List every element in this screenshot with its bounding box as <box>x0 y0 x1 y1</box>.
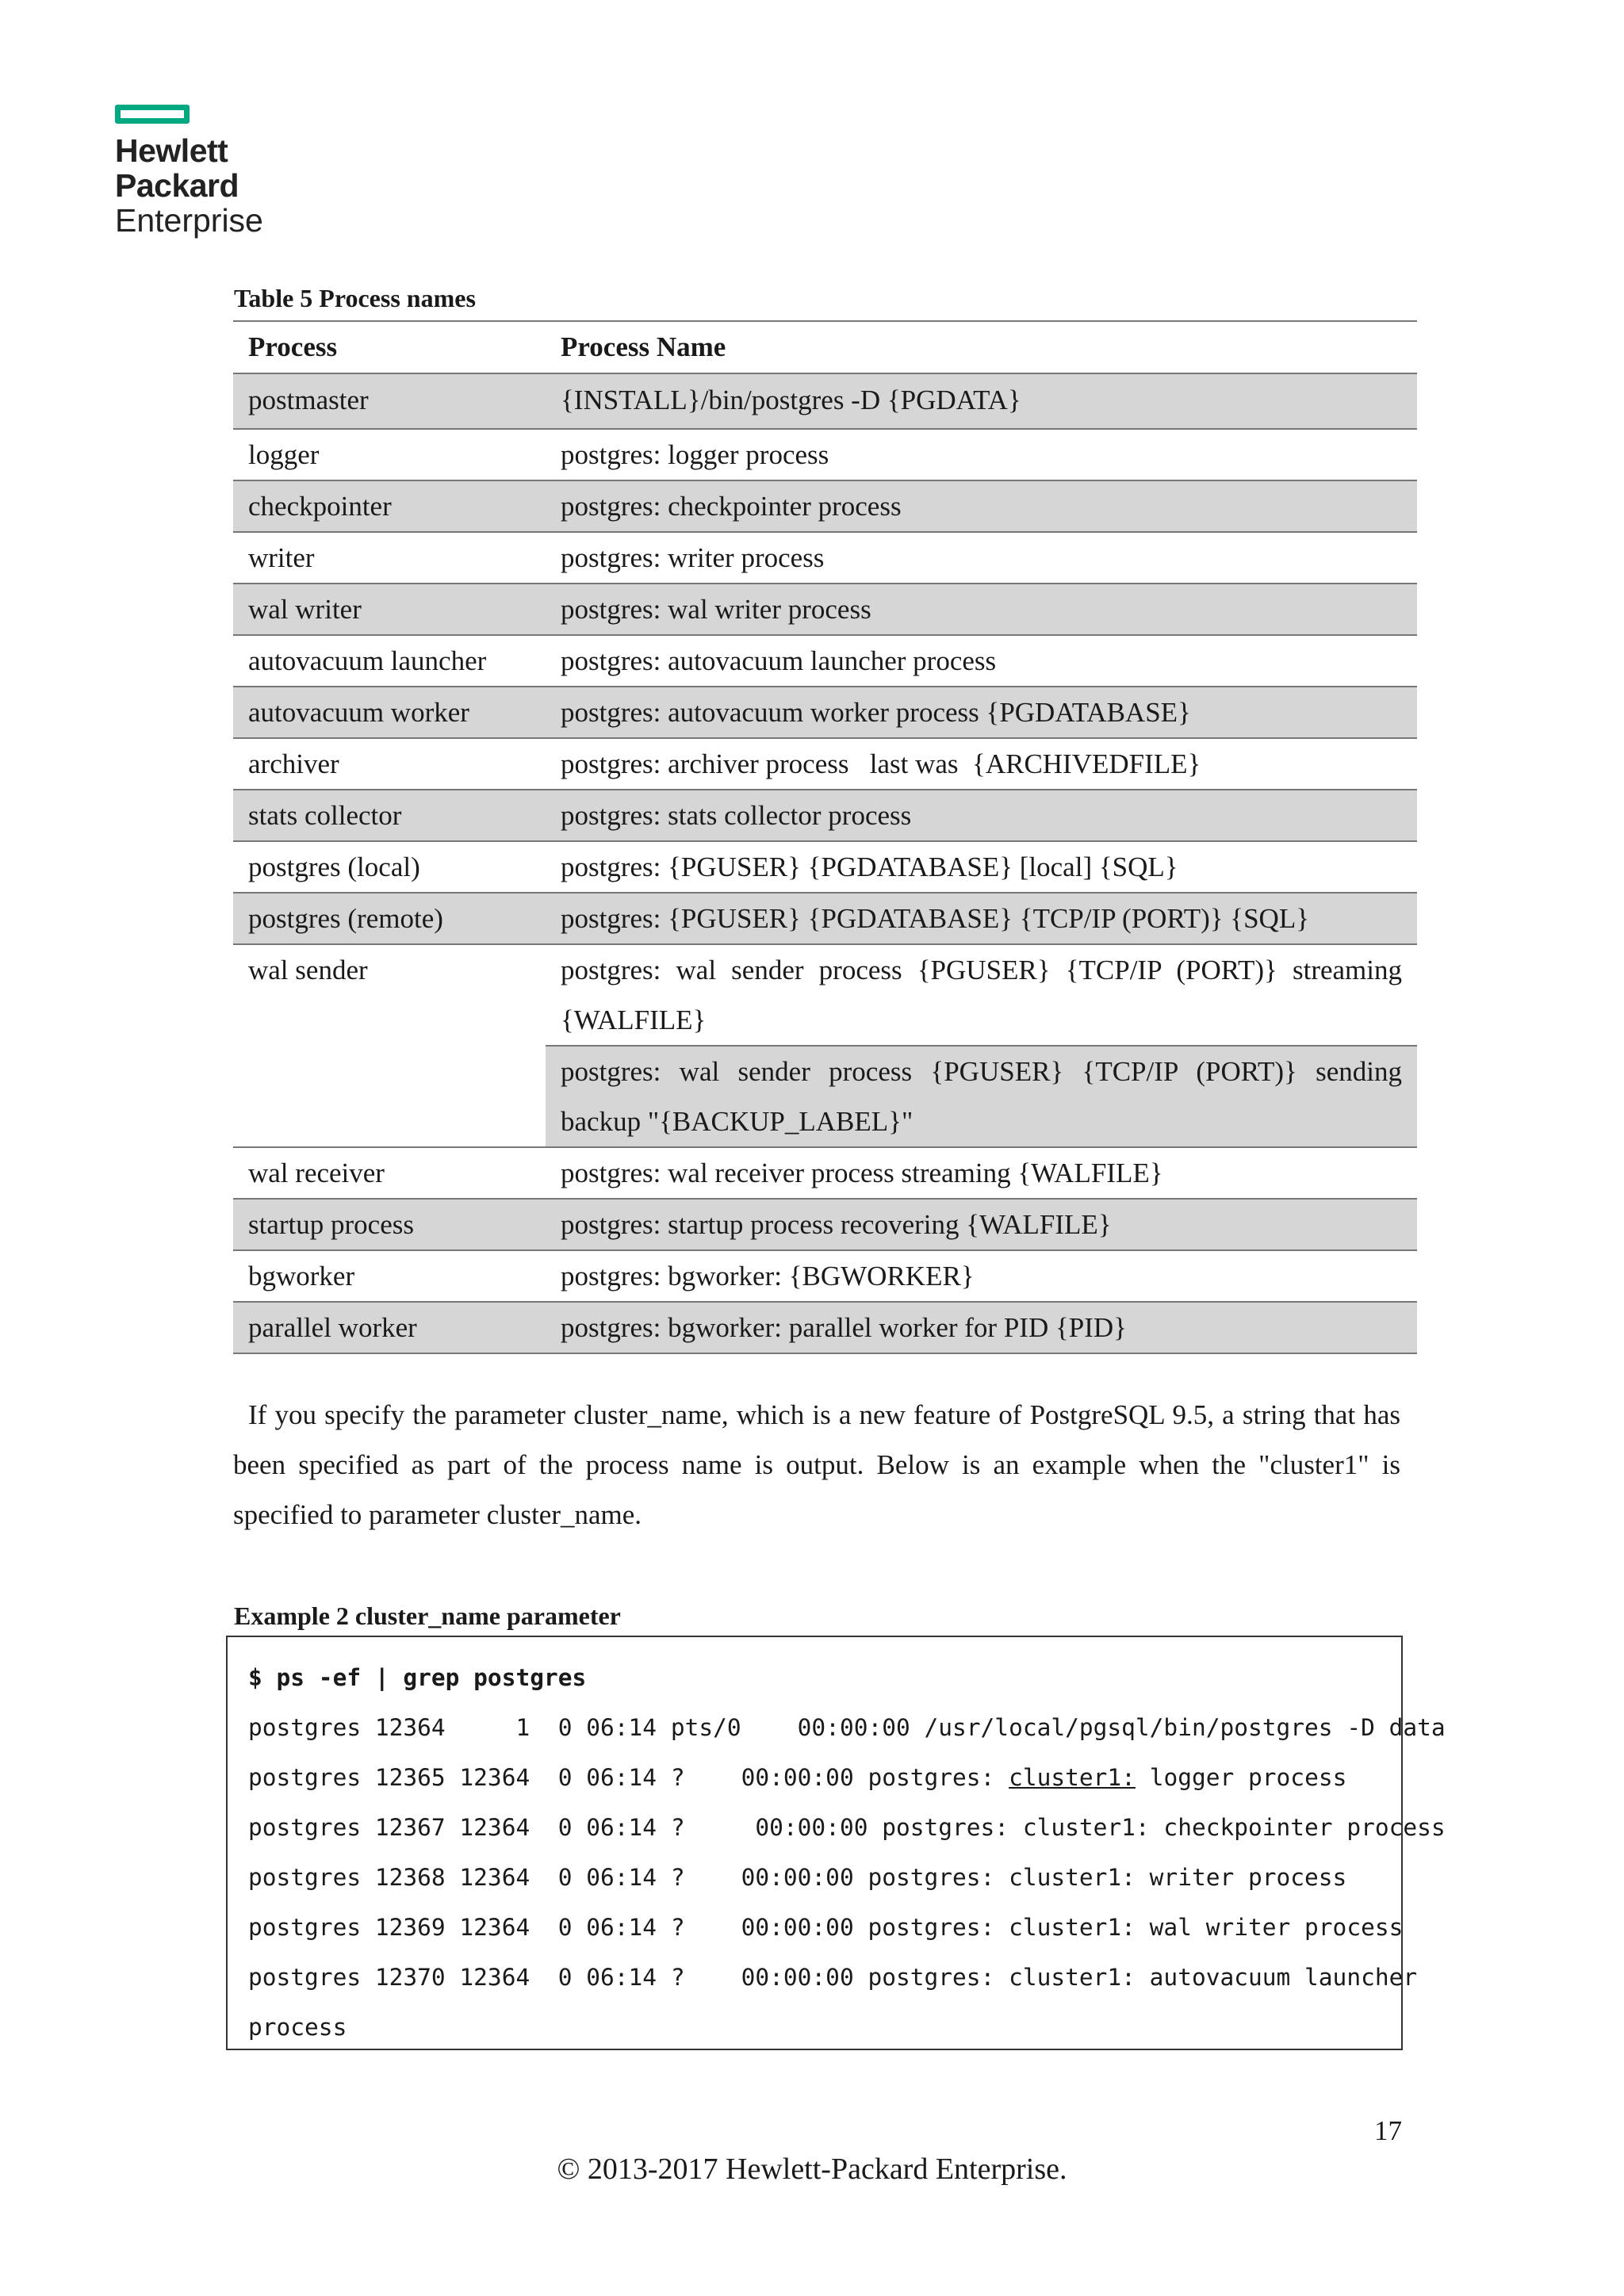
table-row <box>233 687 1417 738</box>
table-row <box>233 1199 1417 1250</box>
hpe-logo <box>115 105 353 238</box>
table-row <box>233 584 1417 635</box>
code-line: postgres 12369 12364 0 06:14 ? 00:00:00 postgres: cluster1: wal writer process <box>248 1914 1404 1941</box>
hpe-logo-mark <box>115 105 190 124</box>
cell-process-name: postgres: autovacuum launcher process <box>546 635 1417 687</box>
cell-process: writer <box>233 532 546 584</box>
cell-process: stats collector <box>233 790 546 841</box>
table-row <box>233 532 1417 584</box>
table-row <box>233 893 1417 944</box>
page-number: 17 <box>1374 2115 1402 2146</box>
cell-process: postmaster <box>233 373 546 429</box>
brand-line-2: Enterprise <box>115 202 263 239</box>
cell-process-name: postgres: wal sender process {PGUSER} {TCP/IP (PORT)} sending backup "{BACKUP_LABEL}" <box>546 1046 1417 1147</box>
cell-process-name: postgres: startup process recovering {WALFILE} <box>546 1199 1417 1250</box>
cell-process: bgworker <box>233 1250 546 1302</box>
cell-process-name: postgres: archiver process last was {ARCHIVEDFILE} <box>546 738 1417 790</box>
cell-process-name: postgres: logger process <box>546 429 1417 480</box>
cell-process-name: postgres: bgworker: parallel worker for PID {PID} <box>546 1302 1417 1353</box>
cell-process-name: postgres: bgworker: {BGWORKER} <box>546 1250 1417 1302</box>
cell-process: wal sender <box>233 944 546 1147</box>
table-row <box>233 635 1417 687</box>
table-row <box>233 429 1417 480</box>
table-row <box>233 480 1417 532</box>
header-process: Process <box>233 321 546 373</box>
cell-process: logger <box>233 429 546 480</box>
code-text: logger process <box>1135 1764 1347 1791</box>
process-names-table <box>233 320 1417 1354</box>
code-line: postgres 12367 12364 0 06:14 ? 00:00:00 postgres: cluster1: checkpointer process <box>248 1814 1446 1841</box>
table-header-row <box>233 321 1417 373</box>
cell-process-name: {INSTALL}/bin/postgres -D {PGDATA} <box>546 373 1417 429</box>
cell-process: startup process <box>233 1199 546 1250</box>
cell-process-name: postgres: stats collector process <box>546 790 1417 841</box>
brand-line-1: Hewlett Packard <box>115 132 239 204</box>
cell-process: wal receiver <box>233 1147 546 1199</box>
table-row <box>233 1250 1417 1302</box>
cell-process-name: postgres: checkpointer process <box>546 480 1417 532</box>
table-row <box>233 1147 1417 1199</box>
table-row <box>233 944 1417 1046</box>
cell-process-name: postgres: {PGUSER} {PGDATABASE} {TCP/IP (PORT)} {SQL} <box>546 893 1417 944</box>
table-row <box>233 373 1417 429</box>
cell-process-name: postgres: {PGUSER} {PGDATABASE} [local] {SQL} <box>546 841 1417 893</box>
cell-process-name: postgres: autovacuum worker process {PGDATABASE} <box>546 687 1417 738</box>
cell-process: archiver <box>233 738 546 790</box>
code-line: postgres 12364 1 0 06:14 pts/0 00:00:00 /usr/local/pgsql/bin/postgres -D data <box>248 1714 1446 1741</box>
code-line: postgres 12370 12364 0 06:14 ? 00:00:00 postgres: cluster1: autovacuum launcher <box>248 1964 1418 1991</box>
table-caption: Table 5 Process names <box>234 284 476 312</box>
cell-process-name: postgres: wal receiver process streaming {WALFILE} <box>546 1147 1417 1199</box>
cell-process: postgres (remote) <box>233 893 546 944</box>
table-row <box>233 1302 1417 1353</box>
code-example-box <box>226 1636 1446 2050</box>
cell-process-name: postgres: wal sender process {PGUSER} {TCP/IP (PORT)} streaming {WALFILE} <box>546 944 1417 1046</box>
cell-process: wal writer <box>233 584 546 635</box>
code-text: postgres 12365 12364 0 06:14 ? 00:00:00 postgres: <box>248 1764 1009 1791</box>
cell-process: autovacuum worker <box>233 687 546 738</box>
header-process-name: Process Name <box>546 321 1417 373</box>
code-underlined-text: cluster1: <box>1009 1764 1136 1791</box>
cell-process-name: postgres: writer process <box>546 532 1417 584</box>
table-row <box>233 790 1417 841</box>
code-command: $ ps -ef | grep postgres <box>248 1664 587 1691</box>
cell-process: autovacuum launcher <box>233 635 546 687</box>
table-row <box>233 841 1417 893</box>
cell-process: parallel worker <box>233 1302 546 1353</box>
code-line <box>248 1753 1401 1803</box>
code-line: process <box>248 2014 347 2041</box>
cell-process: postgres (local) <box>233 841 546 893</box>
code-line: postgres 12368 12364 0 06:14 ? 00:00:00 postgres: cluster1: writer process <box>248 1864 1347 1891</box>
cell-process-name: postgres: wal writer process <box>546 584 1417 635</box>
table-row <box>233 738 1417 790</box>
copyright-footer: © 2013-2017 Hewlett-Packard Enterprise. <box>557 2152 1067 2186</box>
example-caption: Example 2 cluster_name parameter <box>234 1601 621 1630</box>
body-paragraph: If you specify the parameter cluster_name, which is a new feature of PostgreSQL 9.5, a string that has been specified as part of the process name is output. Below is an example when the "cluster1" is specified to parameter cluster_name. <box>233 1399 1400 1530</box>
cell-process: checkpointer <box>233 480 546 532</box>
